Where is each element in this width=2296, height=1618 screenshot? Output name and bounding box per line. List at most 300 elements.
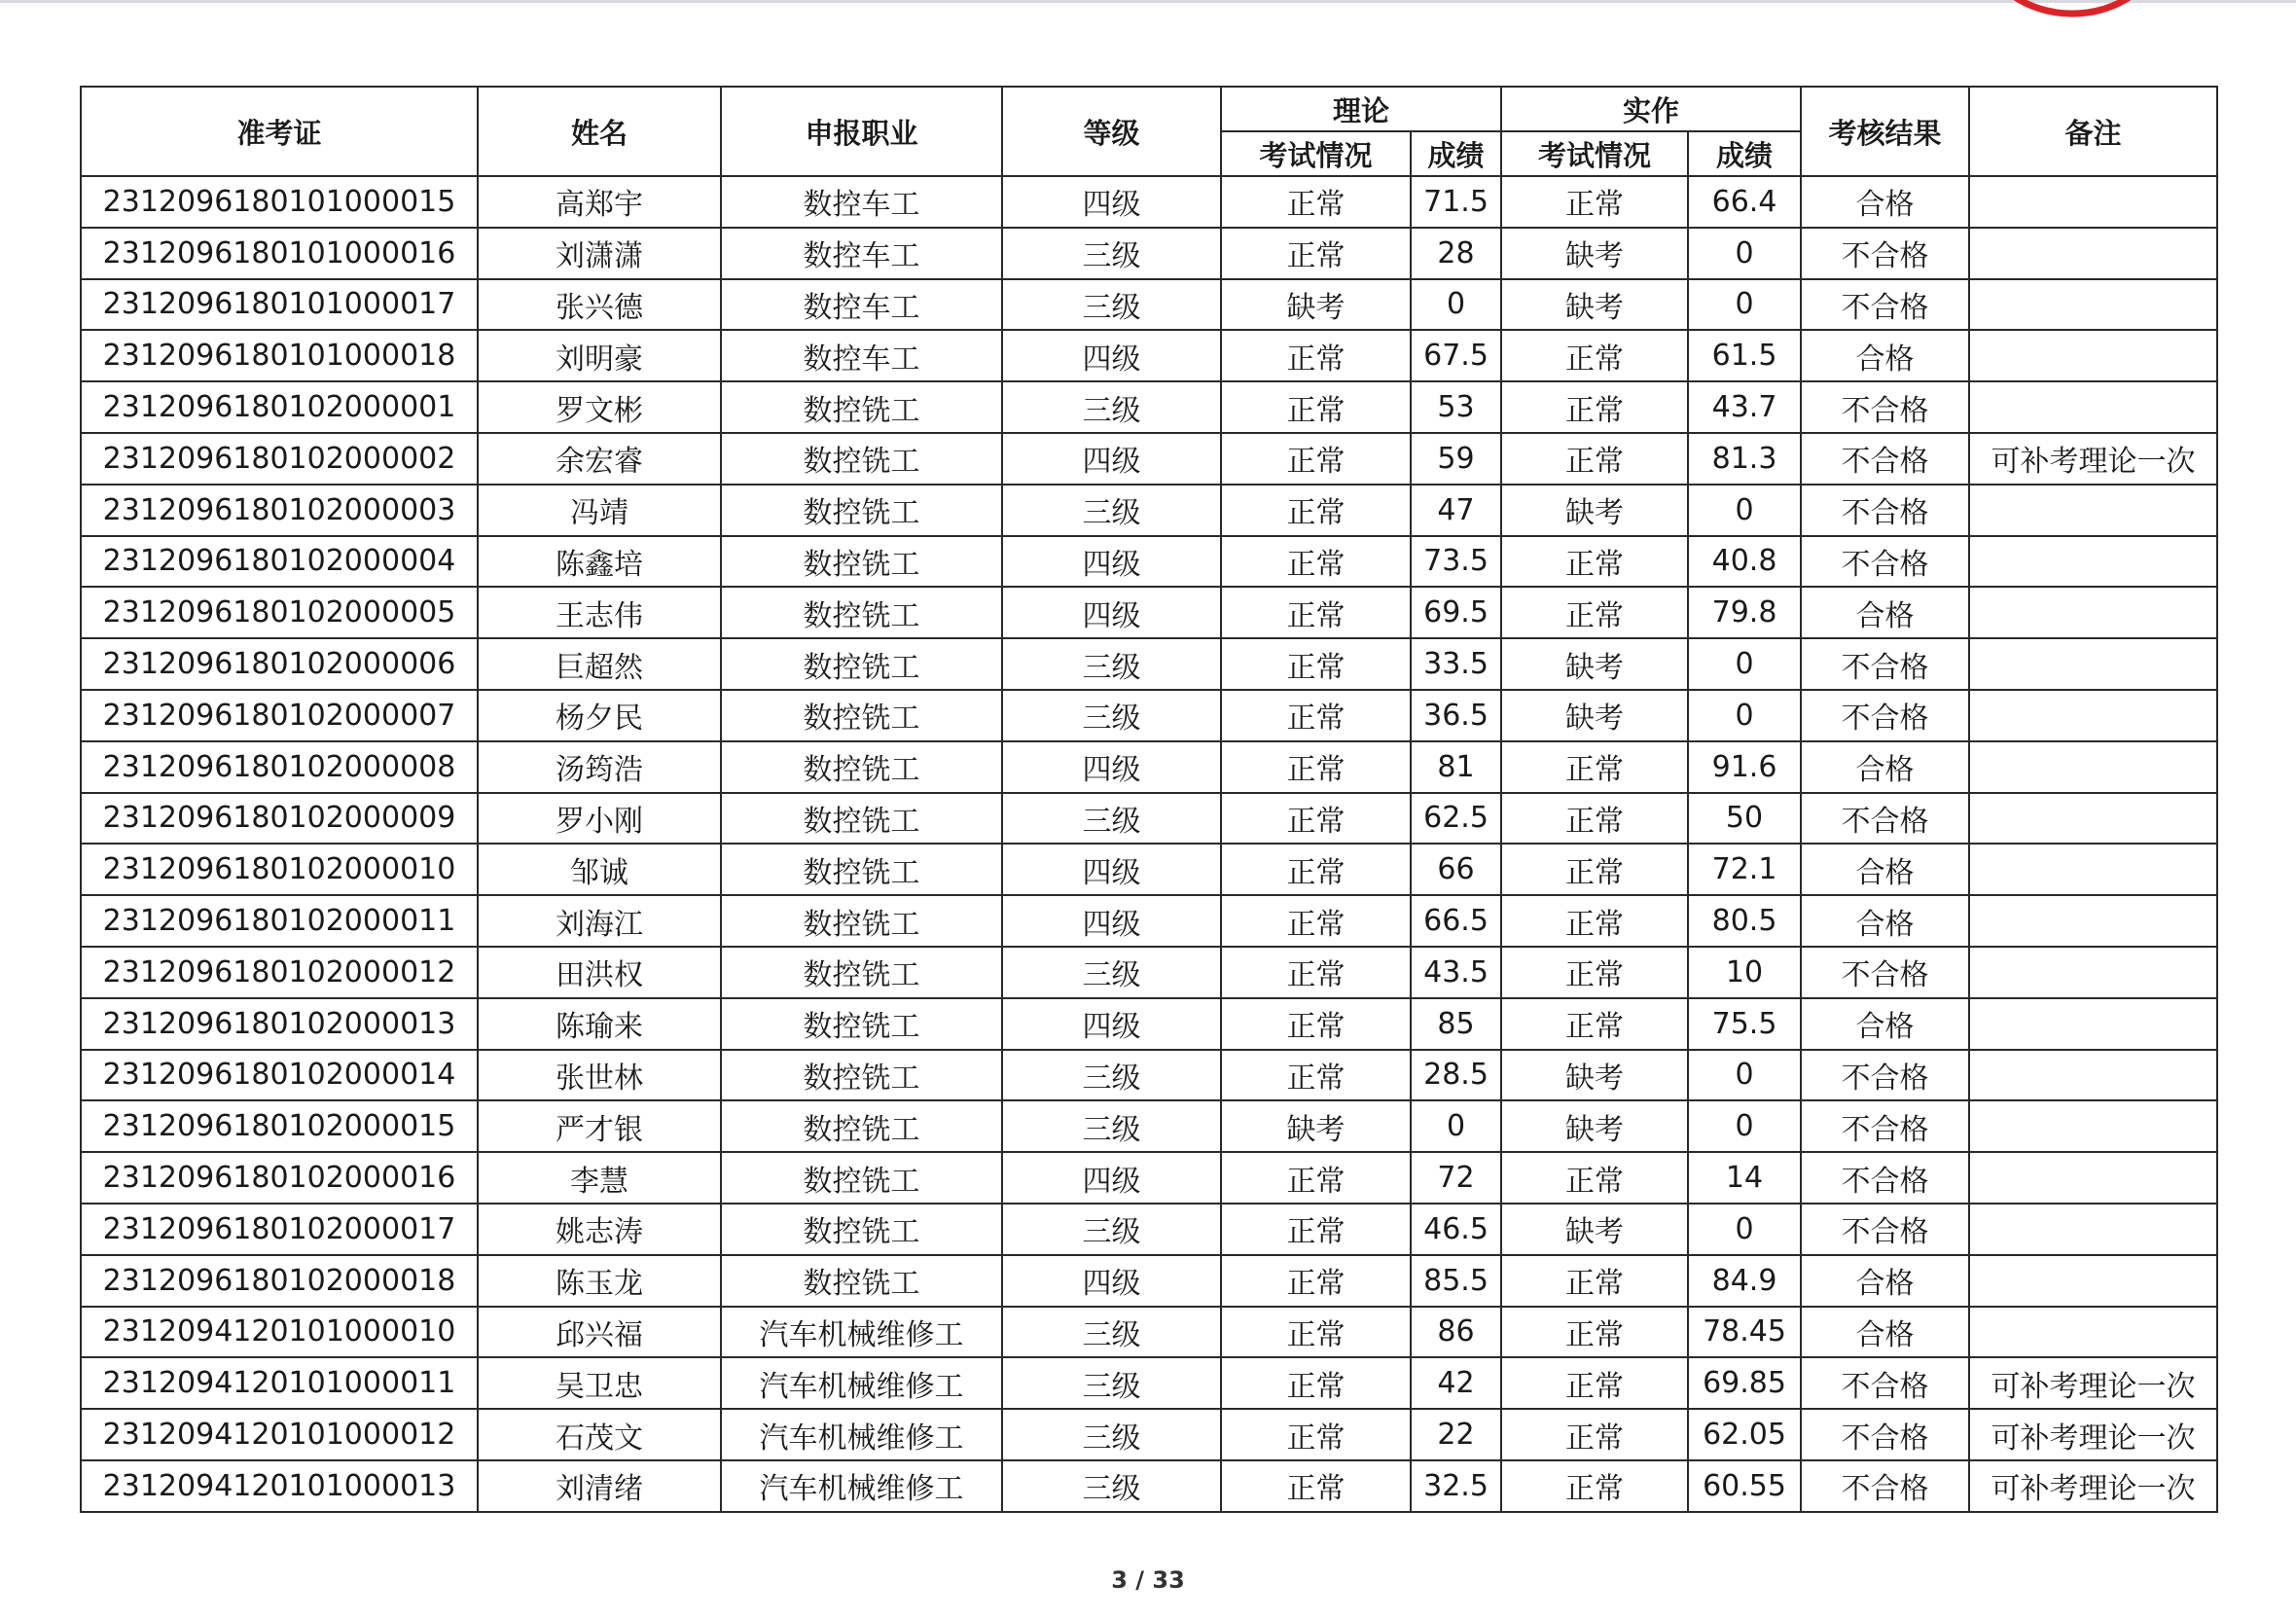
cell-practical-score: 0 [1688, 638, 1801, 690]
cell-theory-score: 0 [1411, 1100, 1501, 1152]
cell-ticket: 2312094120101000010 [81, 1307, 478, 1358]
cell-ticket: 2312096180102000004 [81, 536, 478, 588]
table-row [81, 536, 2217, 588]
cell-practical-score: 79.8 [1688, 587, 1801, 638]
cell-theory-status: 正常 [1221, 1307, 1411, 1358]
cell-theory-score: 66 [1411, 844, 1501, 895]
cell-occupation: 数控车工 [721, 330, 1002, 381]
cell-name: 刘清绪 [478, 1460, 721, 1512]
table-row [81, 947, 2217, 998]
cell-ticket: 2312096180102000010 [81, 844, 478, 895]
cell-theory-score: 66.5 [1411, 895, 1501, 947]
cell-practical-score: 0 [1688, 279, 1801, 331]
cell-name: 王志伟 [478, 587, 721, 638]
table-row [81, 895, 2217, 947]
cell-level: 三级 [1002, 228, 1221, 279]
table-row [81, 998, 2217, 1050]
table-row [81, 1152, 2217, 1204]
cell-practical-status: 正常 [1501, 741, 1688, 793]
cell-remark [1969, 895, 2217, 947]
cell-practical-status: 缺考 [1501, 228, 1688, 279]
cell-theory-score: 0 [1411, 279, 1501, 331]
cell-practical-status: 正常 [1501, 998, 1688, 1050]
cell-result: 不合格 [1801, 1409, 1969, 1460]
cell-level: 四级 [1002, 536, 1221, 588]
cell-level: 四级 [1002, 1152, 1221, 1204]
cell-remark: 可补考理论一次 [1969, 433, 2217, 485]
cell-result: 不合格 [1801, 793, 1969, 845]
cell-occupation: 汽车机械维修工 [721, 1307, 1002, 1358]
cell-occupation: 数控铣工 [721, 1204, 1002, 1255]
cell-result: 不合格 [1801, 947, 1969, 998]
cell-name: 陈瑜来 [478, 998, 721, 1050]
cell-occupation: 数控铣工 [721, 895, 1002, 947]
cell-theory-score: 22 [1411, 1409, 1501, 1460]
cell-name: 巨超然 [478, 638, 721, 690]
cell-theory-status: 正常 [1221, 587, 1411, 638]
cell-practical-status: 正常 [1501, 176, 1688, 228]
exam-results-table [80, 86, 2218, 1513]
page-top-edge [0, 0, 2296, 3]
cell-result: 不合格 [1801, 1100, 1969, 1152]
cell-level: 三级 [1002, 485, 1221, 536]
cell-practical-status: 正常 [1501, 1357, 1688, 1409]
cell-ticket: 2312096180102000013 [81, 998, 478, 1050]
cell-name: 邹诚 [478, 844, 721, 895]
col-header-level: 等级 [1002, 87, 1221, 176]
cell-name: 张世林 [478, 1050, 721, 1101]
cell-practical-score: 69.85 [1688, 1357, 1801, 1409]
cell-name: 刘潇潇 [478, 228, 721, 279]
cell-remark [1969, 1204, 2217, 1255]
cell-level: 四级 [1002, 176, 1221, 228]
cell-theory-status: 正常 [1221, 741, 1411, 793]
cell-name: 余宏睿 [478, 433, 721, 485]
table-row [81, 587, 2217, 638]
cell-level: 三级 [1002, 1050, 1221, 1101]
cell-practical-status: 正常 [1501, 895, 1688, 947]
cell-practical-score: 66.4 [1688, 176, 1801, 228]
table-row [81, 1050, 2217, 1101]
cell-theory-score: 47 [1411, 485, 1501, 536]
cell-practical-status: 正常 [1501, 1152, 1688, 1204]
cell-theory-score: 33.5 [1411, 638, 1501, 690]
cell-result: 不合格 [1801, 279, 1969, 331]
cell-name: 刘明豪 [478, 330, 721, 381]
cell-practical-score: 0 [1688, 1050, 1801, 1101]
cell-name: 严才银 [478, 1100, 721, 1152]
cell-remark: 可补考理论一次 [1969, 1357, 2217, 1409]
cell-occupation: 数控铣工 [721, 1050, 1002, 1101]
cell-occupation: 数控铣工 [721, 485, 1002, 536]
table-row [81, 1307, 2217, 1358]
cell-theory-status: 正常 [1221, 793, 1411, 845]
cell-level: 四级 [1002, 895, 1221, 947]
cell-practical-score: 78.45 [1688, 1307, 1801, 1358]
col-header-practical-score: 成绩 [1688, 131, 1801, 176]
table-row [81, 638, 2217, 690]
cell-ticket: 2312096180102000009 [81, 793, 478, 845]
cell-theory-score: 67.5 [1411, 330, 1501, 381]
cell-practical-score: 43.7 [1688, 381, 1801, 433]
cell-name: 罗小刚 [478, 793, 721, 845]
cell-result: 不合格 [1801, 1050, 1969, 1101]
cell-level: 四级 [1002, 844, 1221, 895]
cell-level: 三级 [1002, 1357, 1221, 1409]
cell-theory-status: 正常 [1221, 1357, 1411, 1409]
cell-practical-status: 缺考 [1501, 1100, 1688, 1152]
cell-ticket: 2312096180102000006 [81, 638, 478, 690]
cell-level: 三级 [1002, 1204, 1221, 1255]
cell-theory-score: 71.5 [1411, 176, 1501, 228]
cell-practical-score: 50 [1688, 793, 1801, 845]
cell-ticket: 2312096180102000001 [81, 381, 478, 433]
cell-practical-status: 正常 [1501, 330, 1688, 381]
cell-theory-score: 42 [1411, 1357, 1501, 1409]
cell-occupation: 数控铣工 [721, 844, 1002, 895]
cell-ticket: 2312096180102000018 [81, 1255, 478, 1307]
cell-name: 吴卫忠 [478, 1357, 721, 1409]
cell-practical-score: 84.9 [1688, 1255, 1801, 1307]
col-header-remark: 备注 [1969, 87, 2217, 176]
cell-name: 田洪权 [478, 947, 721, 998]
cell-practical-status: 正常 [1501, 536, 1688, 588]
cell-ticket: 2312096180102000017 [81, 1204, 478, 1255]
cell-result: 合格 [1801, 587, 1969, 638]
cell-remark [1969, 690, 2217, 741]
cell-remark [1969, 485, 2217, 536]
cell-practical-status: 缺考 [1501, 1050, 1688, 1101]
cell-result: 不合格 [1801, 1204, 1969, 1255]
cell-occupation: 数控车工 [721, 228, 1002, 279]
cell-theory-status: 正常 [1221, 536, 1411, 588]
cell-level: 三级 [1002, 1307, 1221, 1358]
cell-theory-score: 36.5 [1411, 690, 1501, 741]
cell-practical-status: 缺考 [1501, 638, 1688, 690]
cell-theory-status: 正常 [1221, 1460, 1411, 1512]
cell-theory-score: 59 [1411, 433, 1501, 485]
cell-level: 四级 [1002, 1255, 1221, 1307]
cell-occupation: 数控铣工 [721, 381, 1002, 433]
cell-remark [1969, 998, 2217, 1050]
table-row [81, 381, 2217, 433]
cell-remark [1969, 1100, 2217, 1152]
cell-practical-score: 14 [1688, 1152, 1801, 1204]
cell-remark [1969, 741, 2217, 793]
cell-level: 四级 [1002, 330, 1221, 381]
cell-name: 陈鑫培 [478, 536, 721, 588]
col-header-practical-status: 考试情况 [1501, 131, 1688, 176]
cell-result: 不合格 [1801, 690, 1969, 741]
cell-theory-status: 正常 [1221, 844, 1411, 895]
cell-name: 罗文彬 [478, 381, 721, 433]
col-header-ticket: 准考证 [81, 87, 478, 176]
cell-theory-status: 缺考 [1221, 1100, 1411, 1152]
cell-occupation: 数控铣工 [721, 1100, 1002, 1152]
cell-remark [1969, 228, 2217, 279]
cell-occupation: 数控铣工 [721, 1152, 1002, 1204]
cell-occupation: 数控铣工 [721, 587, 1002, 638]
cell-practical-score: 40.8 [1688, 536, 1801, 588]
table-row [81, 279, 2217, 331]
cell-result: 不合格 [1801, 228, 1969, 279]
cell-theory-score: 43.5 [1411, 947, 1501, 998]
cell-practical-score: 0 [1688, 1204, 1801, 1255]
table-row [81, 1255, 2217, 1307]
cell-occupation: 汽车机械维修工 [721, 1409, 1002, 1460]
cell-ticket: 2312096180102000015 [81, 1100, 478, 1152]
red-seal-fragment [1975, 0, 2170, 18]
table-body [81, 176, 2217, 1512]
cell-theory-status: 正常 [1221, 998, 1411, 1050]
cell-ticket: 2312096180101000015 [81, 176, 478, 228]
cell-result: 不合格 [1801, 1357, 1969, 1409]
cell-ticket: 2312096180102000002 [81, 433, 478, 485]
cell-remark [1969, 176, 2217, 228]
cell-name: 陈玉龙 [478, 1255, 721, 1307]
cell-practical-score: 72.1 [1688, 844, 1801, 895]
cell-practical-score: 91.6 [1688, 741, 1801, 793]
cell-level: 三级 [1002, 1409, 1221, 1460]
cell-occupation: 数控铣工 [721, 998, 1002, 1050]
cell-ticket: 2312094120101000013 [81, 1460, 478, 1512]
table-row [81, 330, 2217, 381]
cell-level: 三级 [1002, 793, 1221, 845]
col-header-theory: 理论 [1221, 87, 1501, 131]
cell-practical-status: 正常 [1501, 1409, 1688, 1460]
table-row [81, 844, 2217, 895]
cell-result: 合格 [1801, 895, 1969, 947]
cell-level: 三级 [1002, 638, 1221, 690]
cell-remark [1969, 587, 2217, 638]
cell-theory-status: 正常 [1221, 1152, 1411, 1204]
table-row [81, 741, 2217, 793]
cell-result: 不合格 [1801, 1152, 1969, 1204]
header-row-top [81, 87, 2217, 131]
cell-occupation: 数控铣工 [721, 536, 1002, 588]
cell-practical-status: 正常 [1501, 947, 1688, 998]
cell-practical-status: 正常 [1501, 1460, 1688, 1512]
cell-practical-status: 正常 [1501, 793, 1688, 845]
cell-remark [1969, 947, 2217, 998]
cell-result: 不合格 [1801, 1460, 1969, 1512]
col-header-occupation: 申报职业 [721, 87, 1002, 176]
table-row [81, 228, 2217, 279]
cell-remark [1969, 1152, 2217, 1204]
cell-theory-score: 81 [1411, 741, 1501, 793]
cell-result: 合格 [1801, 741, 1969, 793]
cell-theory-score: 73.5 [1411, 536, 1501, 588]
cell-result: 不合格 [1801, 381, 1969, 433]
cell-name: 杨夕民 [478, 690, 721, 741]
cell-remark [1969, 1255, 2217, 1307]
col-header-theory-score: 成绩 [1411, 131, 1501, 176]
cell-theory-status: 正常 [1221, 485, 1411, 536]
cell-result: 不合格 [1801, 536, 1969, 588]
cell-ticket: 2312096180102000003 [81, 485, 478, 536]
cell-theory-score: 85.5 [1411, 1255, 1501, 1307]
cell-practical-status: 缺考 [1501, 279, 1688, 331]
cell-practical-status: 缺考 [1501, 690, 1688, 741]
cell-practical-status: 缺考 [1501, 485, 1688, 536]
cell-theory-status: 正常 [1221, 1050, 1411, 1101]
cell-occupation: 数控铣工 [721, 947, 1002, 998]
cell-occupation: 数控铣工 [721, 741, 1002, 793]
cell-theory-status: 正常 [1221, 638, 1411, 690]
page-indicator: 3 / 33 [1111, 1566, 1185, 1594]
cell-theory-score: 53 [1411, 381, 1501, 433]
cell-occupation: 数控车工 [721, 176, 1002, 228]
cell-remark [1969, 536, 2217, 588]
cell-practical-score: 61.5 [1688, 330, 1801, 381]
cell-level: 三级 [1002, 690, 1221, 741]
cell-ticket: 2312096180102000011 [81, 895, 478, 947]
cell-theory-score: 28 [1411, 228, 1501, 279]
cell-remark [1969, 1050, 2217, 1101]
table-row [81, 1409, 2217, 1460]
cell-result: 不合格 [1801, 485, 1969, 536]
cell-level: 三级 [1002, 381, 1221, 433]
cell-theory-score: 85 [1411, 998, 1501, 1050]
col-header-practical: 实作 [1501, 87, 1801, 131]
col-header-theory-status: 考试情况 [1221, 131, 1411, 176]
cell-practical-status: 正常 [1501, 433, 1688, 485]
table-row [81, 176, 2217, 228]
cell-practical-score: 81.3 [1688, 433, 1801, 485]
cell-practical-score: 75.5 [1688, 998, 1801, 1050]
cell-ticket: 2312096180102000005 [81, 587, 478, 638]
cell-level: 三级 [1002, 1460, 1221, 1512]
cell-occupation: 数控车工 [721, 279, 1002, 331]
cell-level: 三级 [1002, 947, 1221, 998]
cell-practical-score: 0 [1688, 228, 1801, 279]
cell-result: 合格 [1801, 844, 1969, 895]
cell-ticket: 2312094120101000011 [81, 1357, 478, 1409]
cell-ticket: 2312096180101000016 [81, 228, 478, 279]
cell-ticket: 2312096180102000014 [81, 1050, 478, 1101]
cell-practical-status: 正常 [1501, 1307, 1688, 1358]
table-row [81, 1100, 2217, 1152]
cell-name: 冯靖 [478, 485, 721, 536]
cell-occupation: 数控铣工 [721, 690, 1002, 741]
table-row [81, 1460, 2217, 1512]
cell-remark [1969, 279, 2217, 331]
cell-theory-status: 正常 [1221, 228, 1411, 279]
cell-practical-score: 80.5 [1688, 895, 1801, 947]
cell-level: 四级 [1002, 587, 1221, 638]
cell-result: 合格 [1801, 176, 1969, 228]
cell-practical-status: 正常 [1501, 844, 1688, 895]
col-header-name: 姓名 [478, 87, 721, 176]
cell-theory-status: 正常 [1221, 330, 1411, 381]
cell-remark [1969, 638, 2217, 690]
cell-name: 李慧 [478, 1152, 721, 1204]
cell-practical-score: 62.05 [1688, 1409, 1801, 1460]
cell-theory-score: 86 [1411, 1307, 1501, 1358]
cell-level: 三级 [1002, 279, 1221, 331]
cell-ticket: 2312096180102000012 [81, 947, 478, 998]
table-row [81, 1204, 2217, 1255]
cell-theory-status: 正常 [1221, 690, 1411, 741]
cell-remark [1969, 793, 2217, 845]
cell-theory-score: 69.5 [1411, 587, 1501, 638]
cell-practical-score: 60.55 [1688, 1460, 1801, 1512]
cell-remark [1969, 844, 2217, 895]
cell-theory-score: 32.5 [1411, 1460, 1501, 1512]
cell-remark: 可补考理论一次 [1969, 1460, 2217, 1512]
cell-remark: 可补考理论一次 [1969, 1409, 2217, 1460]
cell-occupation: 数控铣工 [721, 793, 1002, 845]
cell-practical-score: 0 [1688, 1100, 1801, 1152]
table-row [81, 1357, 2217, 1409]
cell-result: 合格 [1801, 330, 1969, 381]
cell-result: 合格 [1801, 998, 1969, 1050]
cell-theory-status: 缺考 [1221, 279, 1411, 331]
cell-remark [1969, 1307, 2217, 1358]
cell-result: 不合格 [1801, 638, 1969, 690]
cell-occupation: 汽车机械维修工 [721, 1460, 1002, 1512]
col-header-result: 考核结果 [1801, 87, 1969, 176]
cell-practical-status: 缺考 [1501, 1204, 1688, 1255]
cell-ticket: 2312096180101000018 [81, 330, 478, 381]
cell-result: 合格 [1801, 1307, 1969, 1358]
table-row [81, 433, 2217, 485]
cell-practical-score: 0 [1688, 690, 1801, 741]
cell-practical-status: 正常 [1501, 381, 1688, 433]
cell-ticket: 2312096180102000016 [81, 1152, 478, 1204]
cell-ticket: 2312096180102000007 [81, 690, 478, 741]
cell-name: 张兴德 [478, 279, 721, 331]
cell-level: 四级 [1002, 998, 1221, 1050]
cell-remark [1969, 381, 2217, 433]
cell-theory-status: 正常 [1221, 1204, 1411, 1255]
cell-name: 石茂文 [478, 1409, 721, 1460]
cell-ticket: 2312096180101000017 [81, 279, 478, 331]
cell-theory-status: 正常 [1221, 433, 1411, 485]
cell-name: 邱兴福 [478, 1307, 721, 1358]
cell-practical-status: 正常 [1501, 1255, 1688, 1307]
cell-name: 汤筠浩 [478, 741, 721, 793]
cell-name: 高郑宇 [478, 176, 721, 228]
table-row [81, 793, 2217, 845]
cell-theory-status: 正常 [1221, 1409, 1411, 1460]
cell-result: 合格 [1801, 1255, 1969, 1307]
cell-level: 三级 [1002, 1100, 1221, 1152]
table-header [81, 87, 2217, 176]
cell-theory-status: 正常 [1221, 947, 1411, 998]
cell-occupation: 数控铣工 [721, 638, 1002, 690]
cell-theory-score: 72 [1411, 1152, 1501, 1204]
cell-practical-status: 正常 [1501, 587, 1688, 638]
cell-occupation: 数控铣工 [721, 1255, 1002, 1307]
cell-level: 四级 [1002, 433, 1221, 485]
table-row [81, 485, 2217, 536]
cell-theory-status: 正常 [1221, 1255, 1411, 1307]
cell-occupation: 数控铣工 [721, 433, 1002, 485]
cell-practical-score: 0 [1688, 485, 1801, 536]
cell-name: 刘海江 [478, 895, 721, 947]
table-row [81, 690, 2217, 741]
cell-result: 不合格 [1801, 433, 1969, 485]
cell-ticket: 2312094120101000012 [81, 1409, 478, 1460]
cell-name: 姚志涛 [478, 1204, 721, 1255]
cell-theory-status: 正常 [1221, 895, 1411, 947]
cell-ticket: 2312096180102000008 [81, 741, 478, 793]
cell-theory-status: 正常 [1221, 381, 1411, 433]
cell-level: 四级 [1002, 741, 1221, 793]
cell-remark [1969, 330, 2217, 381]
cell-occupation: 汽车机械维修工 [721, 1357, 1002, 1409]
